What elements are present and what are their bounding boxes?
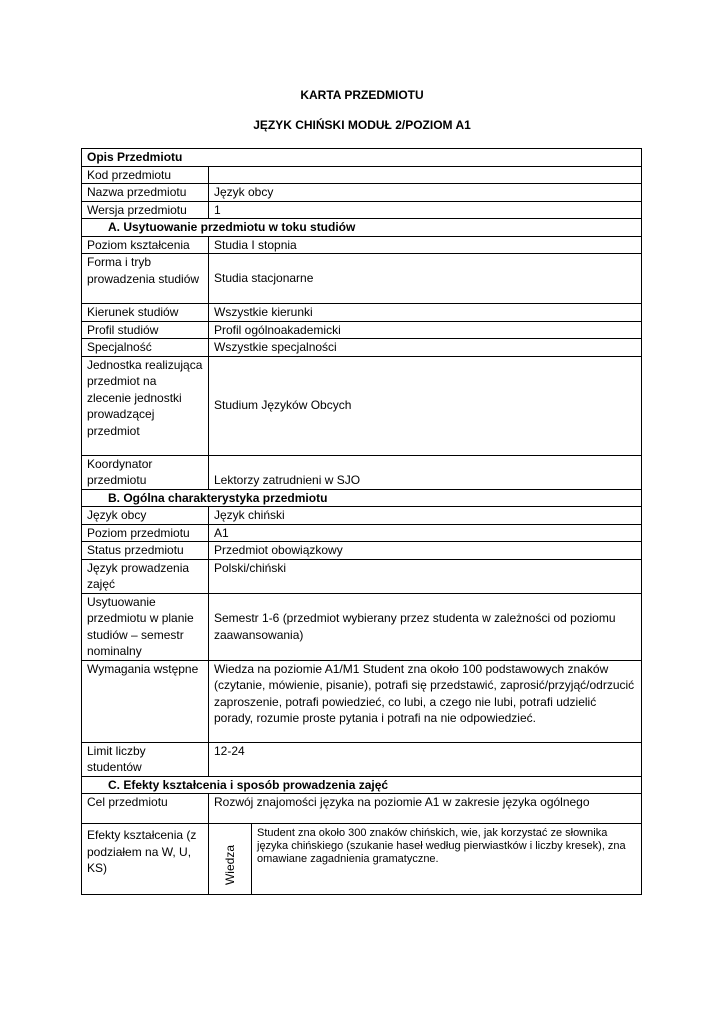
row-value: Semestr 1-6 (przedmiot wybierany przez studenta w zależności od poziomu zaawansowania) [209,593,642,660]
nazwa-value: Język obcy [209,184,642,202]
row-label: Wymagania wstępne [82,660,209,742]
row-value: Język chiński [209,507,642,525]
opis-heading: Opis Przedmiotu [82,149,642,167]
cel-value: Rozwój znajomości języka na poziomie A1 w zakresie języka ogólnego [209,794,642,824]
row-label: Język obcy [82,507,209,525]
row-value: Wiedza na poziomie A1/M1 Student zna około 100 podstawowych znaków (czytanie, mówienie, pisanie), potrafi się przedstawić, zaprosić/przyjąć/odrzucić zaproszenie, potrafi powiedzieć, co lubi, a czego nie lubi, potrafi udzielić porady, rozumie proste pytania i potrafi na nie odpowiedzieć. [209,660,642,742]
row-label: Koordynator przedmiotu [82,455,209,489]
row-value: Polski/chiński [209,559,642,593]
row-value: Profil ogólnoakademicki [209,321,642,339]
wiedza-label: Wiedza [222,845,237,886]
row-value: Przedmiot obowiązkowy [209,542,642,560]
wersja-value: 1 [209,201,642,219]
wiedza-cell [209,824,252,895]
wersja-label: Wersja przedmiotu [82,201,209,219]
section-b-heading: B. Ogólna charakterystyka przedmiotu [82,489,642,507]
row-label: Status przedmiotu [82,542,209,560]
section-a-heading: A. Usytuowanie przedmiotu w toku studiów [82,219,642,237]
cel-label: Cel przedmiotu [82,794,209,824]
document-subtitle: JĘZYK CHIŃSKI MODUŁ 2/POZIOM A1 [253,118,471,132]
row-label: Poziom kształcenia [82,236,209,254]
efekty-label: Efekty kształcenia (z podziałem na W, U, KS) [82,824,209,895]
row-value: 12-24 [209,742,642,776]
nazwa-label: Nazwa przedmiotu [82,184,209,202]
row-value: Lektorzy zatrudnieni w SJO [209,455,642,489]
row-label: Poziom przedmiotu [82,524,209,542]
row-value: Studia stacjonarne [209,254,642,304]
row-label: Profil studiów [82,321,209,339]
row-label: Język prowadzenia zajęć [82,559,209,593]
kod-value [209,166,642,184]
row-label: Usytuowanie przedmiotu w planie studiów – semestr nominalny [82,593,209,660]
document-title: KARTA PRZEDMIOTU [300,88,424,102]
row-value: A1 [209,524,642,542]
row-value: Wszystkie kierunki [209,304,642,322]
row-value: Studia I stopnia [209,236,642,254]
wiedza-value: Student zna około 300 znaków chińskich, wie, jak korzystać ze słownika języka chińskiego (szukanie haseł według pierwiastków i liczby kresek), zna omawiane zagadnienia gramatyczne. [252,824,642,895]
course-card-table [81,148,642,895]
row-label: Jednostka realizująca przedmiot na zlecenie jednostki prowadzącej przedmiot [82,356,209,455]
row-label: Limit liczby studentów [82,742,209,776]
row-label: Forma i tryb prowadzenia studiów [82,254,209,304]
section-c-heading: C. Efekty kształcenia i sposób prowadzenia zajęć [82,776,642,794]
row-label: Specjalność [82,339,209,357]
row-label: Kierunek studiów [82,304,209,322]
kod-label: Kod przedmiotu [82,166,209,184]
row-value: Wszystkie specjalności [209,339,642,357]
row-value: Studium Języków Obcych [209,356,642,455]
